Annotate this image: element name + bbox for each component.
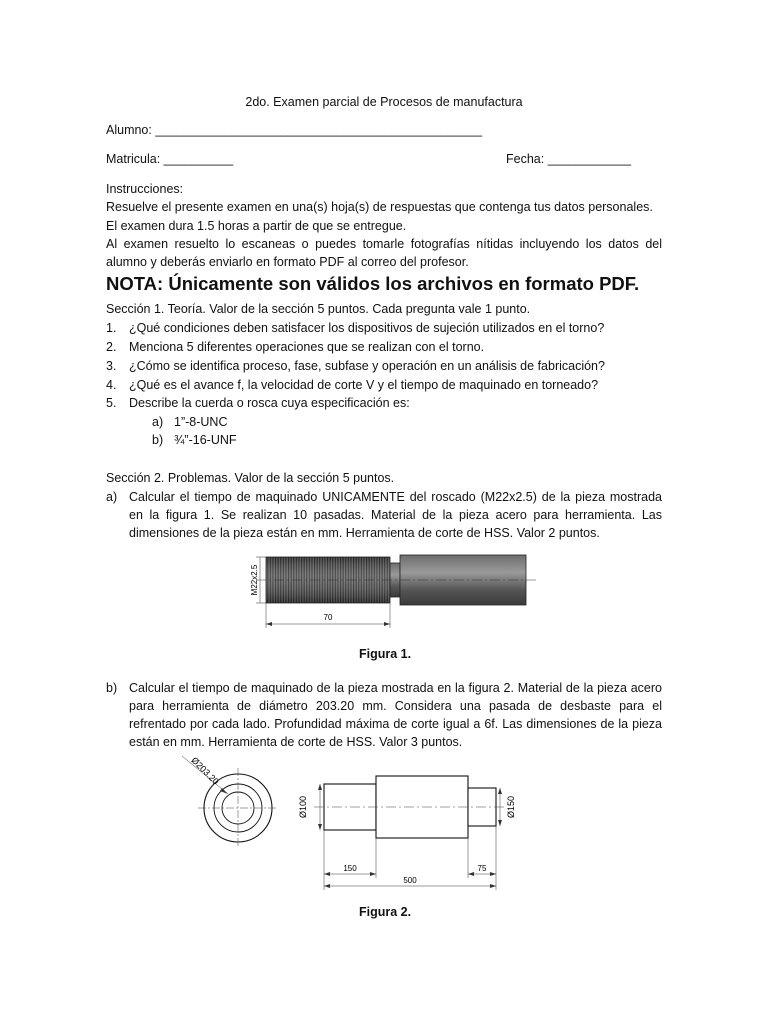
fecha-blank: ____________ — [547, 152, 632, 166]
fecha-label: Fecha: — [506, 152, 545, 166]
fecha-line — [506, 150, 631, 168]
left-length-label: 150 — [343, 864, 357, 873]
problem-b-text: Calcular el tiempo de maquinado de la pieza mostrada en la figura 2. Material de la pieza acero para herramienta de diámetro 203.20 mm. Considera una pasada de desbaste para el refrentado por cada lado. Profundidad máxima de corte igual a 6f. Las dimensiones de la pieza están en mm. Herramienta de corte de HSS. Valor 3 puntos. — [129, 681, 662, 749]
thread-length-label: 70 — [323, 613, 333, 622]
matricula-line — [106, 150, 233, 168]
figure-2-stepped-shaft — [170, 750, 530, 900]
problem-a-letter: a) — [106, 490, 118, 504]
question-5-number: 5. — [106, 396, 117, 410]
question-4-number: 4. — [106, 378, 117, 392]
question-1-number: 1. — [106, 321, 117, 335]
figure-1-caption: Figura 1. — [359, 647, 412, 661]
question-2-text: Menciona 5 diferentes operaciones que se realizan con el torno. — [129, 340, 485, 354]
matricula-blank: __________ — [163, 152, 234, 166]
figure-1-threaded-shaft — [236, 548, 546, 630]
problem-b-letter: b) — [106, 681, 118, 695]
problem-a-text: Calcular el tiempo de maquinado UNICAMENTE del roscado (M22x2.5) de la pieza mostrada en la figura 1. Se realizan 10 pasadas. Material de la pieza acero para herramienta. Las dimensiones de la pieza están en mm. Herramienta de corte de HSS. Valor 2 puntos. — [129, 490, 662, 540]
nota-warning: NOTA: Únicamente son válidos los archivos en formato PDF. — [106, 273, 640, 294]
question-1-text: ¿Qué condiciones deben satisfacer los dispositivos de sujeción utilizados en el torno? — [129, 321, 605, 335]
right-length-label: 75 — [477, 864, 487, 873]
subitem-a-letter: a) — [152, 415, 164, 429]
question-4-text: ¿Qué es el avance f, la velocidad de corte V y el tiempo de maquinado en torneado? — [129, 378, 599, 392]
small-diameter-label: Ø100 — [298, 795, 308, 819]
section2-heading: Sección 2. Problemas. Valor de la sección 5 puntos. — [106, 471, 395, 485]
subitem-b-text: ¾”-16-UNF — [174, 433, 237, 447]
stock-diameter-label: Ø203.20 — [189, 755, 221, 787]
total-length-label: 500 — [403, 876, 417, 885]
instructions-line-1: Resuelve el presente examen en una(s) hoja(s) de respuestas que contenga tus datos personales. — [106, 200, 653, 214]
question-5-text: Describe la cuerda o rosca cuya especificación es: — [129, 396, 410, 410]
instructions-line-2: El examen dura 1.5 horas a partir de que se entregue. — [106, 219, 407, 233]
section1-heading: Sección 1. Teoría. Valor de la sección 5 puntos. Cada pregunta vale 1 punto. — [106, 302, 531, 316]
thread-spec-label: M22x2.5 — [250, 564, 259, 596]
large-diameter-label: Ø150 — [506, 795, 516, 819]
instructions-heading: Instrucciones: — [106, 182, 184, 196]
alumno-label: Alumno: — [106, 123, 152, 137]
subitem-a-text: 1”-8-UNC — [174, 415, 228, 429]
exam-title: 2do. Examen parcial de Procesos de manufactura — [245, 95, 523, 109]
question-3-text: ¿Cómo se identifica proceso, fase, subfase y operación en un análisis de fabricación? — [129, 359, 605, 373]
matricula-label: Matricula: — [106, 152, 161, 166]
question-2-number: 2. — [106, 340, 117, 354]
alumno-line — [106, 121, 482, 139]
instructions-line-3: Al examen resuelto lo escaneas o puedes tomarle fotografías nítidas incluyendo los datos del alumno y deberás enviarlo en formato PDF al correo del profesor. — [106, 237, 662, 269]
subitem-b-letter: b) — [152, 433, 164, 447]
question-3-number: 3. — [106, 359, 117, 373]
figure-2-caption: Figura 2. — [359, 905, 412, 919]
alumno-blank: _______________________________________________ — [155, 123, 483, 137]
